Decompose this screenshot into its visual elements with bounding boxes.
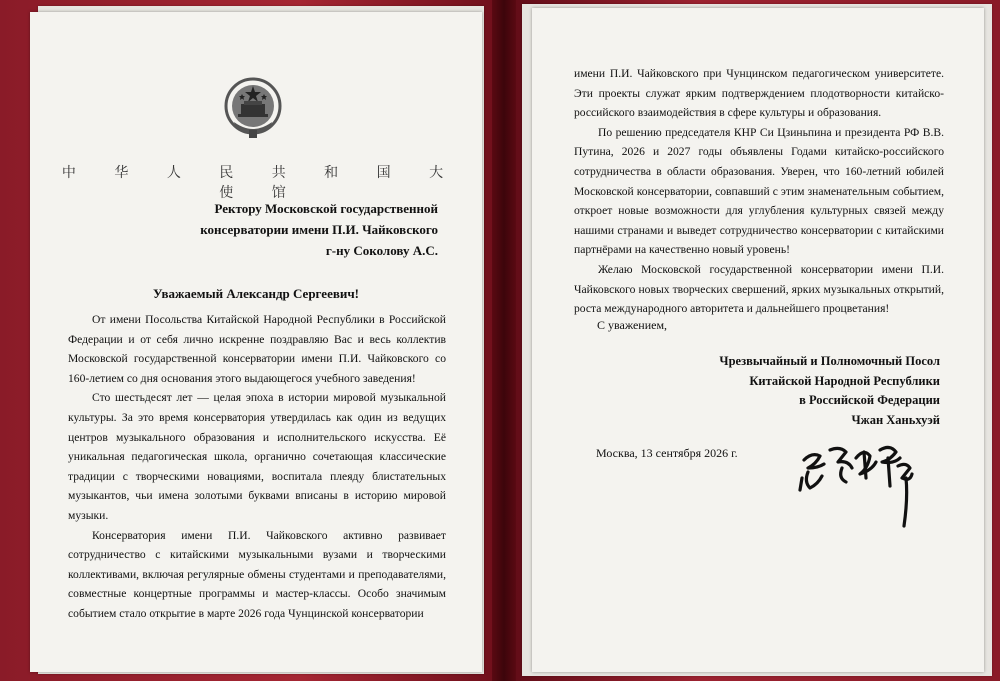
addressee-line: консерватории имени П.И. Чайковского [200,222,438,237]
embassy-letterhead: 中 华 人 民 共 和 国 大 使 馆 [61,165,461,201]
letter-page-right [532,8,984,672]
folder-spine [492,0,516,681]
addressee-block [200,198,438,261]
body-paragraph-continuation: имени П.И. Чайковского при Чунцинском педагогическом университете. Эти проекты служат ярким подтверждением плодотворности китайско-российского взаимодействия в сфере культуры и образования. [574,67,944,120]
sender-name: Чжан Ханьхуэй [851,412,940,427]
body-paragraph: По решению председателя КНР Си Цзиньпина и президента РФ В.В. Путина, 2026 и 2027 годы объявлены Годами китайско-российского сотрудничества в области образования. Уверен, что 160-летний юбилей Московской консерватории, совпавший с этим знаменательным событием, откроет новые возможности для углубления культурных связей между нашими странами и выведет сотрудничество консерватории с китайскими партнёрами на качественно новый уровень! [574,125,944,257]
sender-line: Китайской Народной Республики [749,373,940,388]
body-paragraph: Желаю Московской государственной консерватории имени П.И. Чайковского новых творческих свершений, ярких музыкальных открытий, роста международного авторитета и дальнейшего процветания! [574,262,944,316]
salutation: Уважаемый Александр Сергеевич! [152,286,360,301]
body-paragraph: От имени Посольства Китайской Народной Республики в Российской Федерации и от себя лично искренне поздравляю Вас и весь коллектив Московской государственной консерватории имени П.И. Чайковского со 160-летием со дня основания этого выдающегося учебного заведения! [68,313,446,385]
addressee-line: Ректору Московской государственной [214,201,438,216]
sender-block [719,352,940,430]
sender-line: в Российской Федерации [799,393,940,407]
date-line: Москва, 13 сентября 2026 г. [596,446,738,460]
letter-body-right [574,64,944,319]
letter-body-left [68,310,446,624]
addressee-line: г-ну Соколову А.С. [325,243,438,258]
body-paragraph: Консерватория имени П.И. Чайковского активно развивает сотрудничество с китайскими музыкальными вузами и творческими коллективами, включая регулярные обмены студентами и преподавателями, совместные концертные программы и мастер-классы. Особо значимым событием стало открытие в марте 2026 года Чунцинской консерватории [68,528,446,620]
national-emblem-icon [220,74,286,140]
sender-line: Чрезвычайный и Полномочный Посол [719,354,940,368]
body-paragraph: Сто шестьдесят лет — целая эпоха в истории мировой музыкальной культуры. За это время консерватория утвердилась как один из ведущих центров музыкального образования и исполнительского искусства. Её уникальная педагогическая школа, органично сочетающая классические традиции с творческими новациями, воспитала плеяду блистательных музыкантов, чьи имена золотыми буквами вписаны в историю мировой музыки. [68,391,446,522]
letter-page-left [30,12,482,672]
handwritten-signature-icon [794,438,932,532]
closing-phrase: С уважением, [597,318,668,332]
